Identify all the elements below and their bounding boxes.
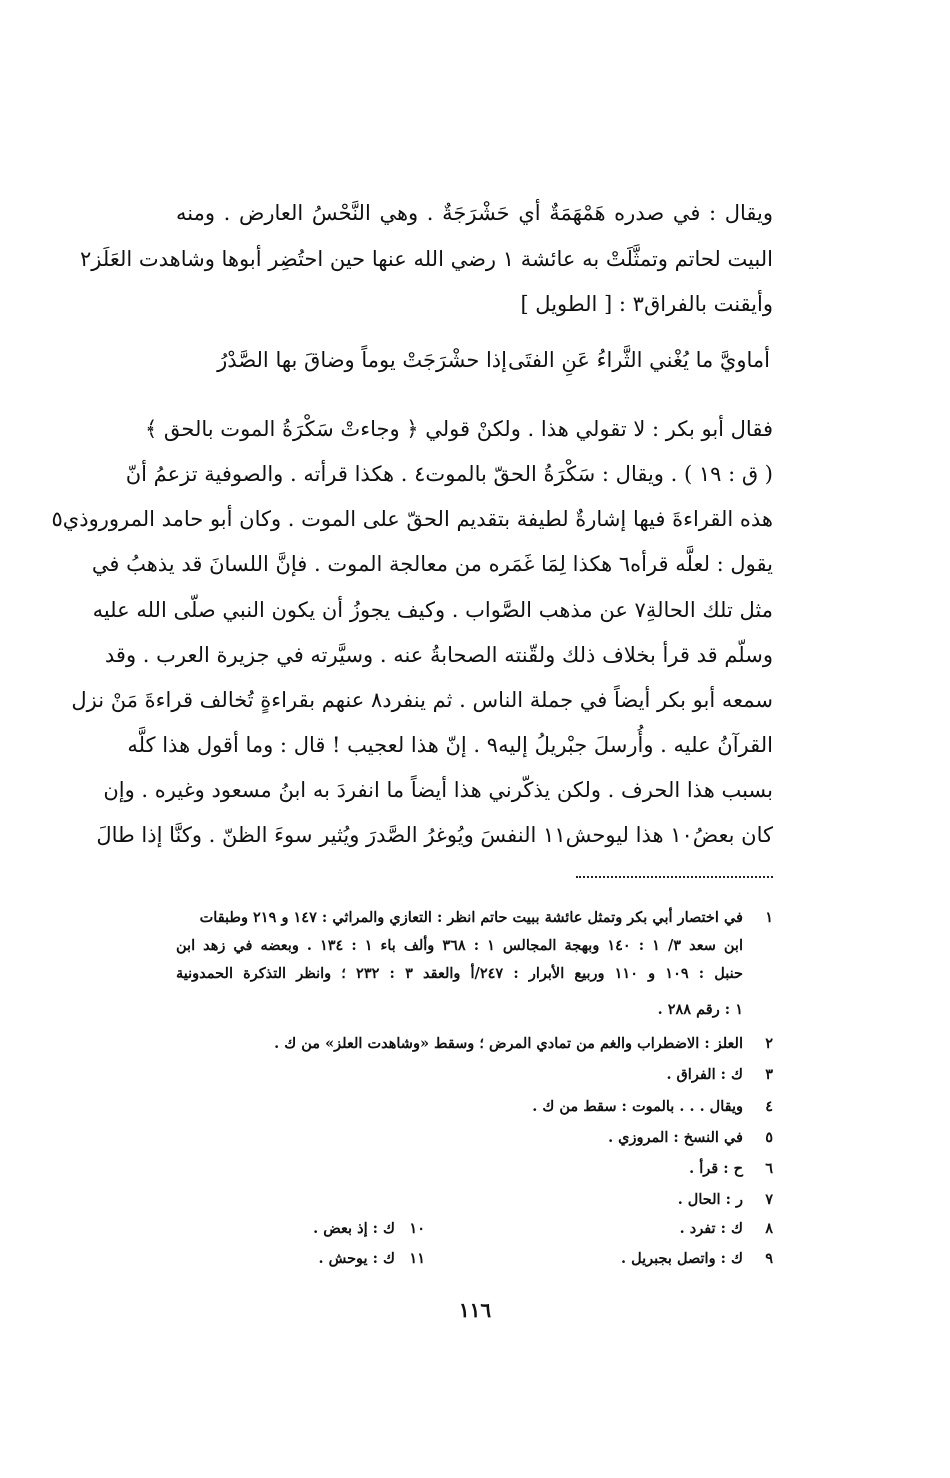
footnote [689, 1155, 773, 1183]
body-line: البيت لحاتم وتمثَّلَتْ به عائشة ١ رضي الله عنها حين احتُضِر أبوها وشاهدت العَلَز٢ [80, 247, 773, 271]
body-line: فقال أبو بكر : لا تقولي هذا . ولكنْ قولي ﴿ وجاءتْ سَكْرَةُ الموت بالحق ﴾ [144, 417, 773, 441]
body-line: وسلّم قد قرأ بخلاف ذلك ولقّنته الصحابةُ عنه . وسيَّرته في جزيرة العرب . وقد [104, 643, 773, 667]
footnote-continuation: ١ : رقم ٢٨٨ . [657, 1001, 743, 1018]
body-line: ( ق : ١٩ ) . ويقال : سَكْرَةُ الحقّ بالموت٤ . هكذا قرأته . والصوفية تزعمُ أنّ [125, 462, 773, 486]
footnote-number: ٨ [765, 1220, 773, 1237]
footnote [532, 1093, 773, 1121]
footnote-number: ٣ [765, 1066, 773, 1083]
footnote [621, 1245, 773, 1273]
footnote-number: ٢ [765, 1035, 773, 1052]
footnote [319, 1245, 425, 1273]
verse-first-hemistich: أماويَّ ما يُغْني الثَّراءُ عَنِ الفتَى [508, 348, 770, 372]
footnote-text: العلز : الاضطراب والغم من تمادي المرض ؛ وسقط «وشاهدت العلز» من ك . [274, 1035, 743, 1052]
footnote-text: ويقال . . . بالموت : سقط من ك . [532, 1098, 743, 1115]
footnote-text: ك : الفراق . [666, 1066, 743, 1083]
footnote-number: ١٠ [409, 1220, 425, 1237]
footnote-text: ك : واتصل بجبريل . [621, 1250, 743, 1267]
body-line: سمعه أبو بكر أيضاً في جملة الناس . ثم ينفرد٨ عنهم بقراءةٍ تُخالف قراءةَ مَنْ نزل [71, 688, 773, 712]
verse-second-hemistich: إذا حشْرَجَتْ يوماً وضاقَ بها الصَّدْرُ [217, 348, 507, 372]
body-line: وأيقنت بالفراق٣ : [ الطويل ] [520, 292, 773, 316]
page-number: ١١٦ [458, 1298, 492, 1322]
footnote-text: ر : الحال . [677, 1191, 743, 1208]
footnote-separator [576, 876, 773, 878]
footnote-continuation: حنبل : ١٠٩ و ١١٠ وربيع الأبرار : ٢٤٧/أ والعقد ٣ : ٢٣٢ ؛ وانظر التذكرة الحمدونية [176, 965, 743, 982]
footnote-continuation: ابن سعد ٣/ ١ : ١٤٠ وبهجة المجالس ١ : ٣٦٨ وألف باء ١ : ١٣٤ . وبعضه في زهد ابن [176, 937, 743, 954]
footnote [666, 1061, 773, 1089]
footnote-text: ح : قرأ . [689, 1160, 743, 1177]
footnote [608, 1124, 773, 1152]
footnote-text: ك : تفرد . [679, 1220, 743, 1237]
footnote-number: ٩ [765, 1250, 773, 1267]
body-line: ويقال : في صدره هَمْهَمَةٌ أي حَشْرَجَةٌ . وهي النَّحْسُ العارض . ومنه [176, 201, 773, 225]
footnote-text: في النسخ : المروزي . [608, 1129, 743, 1146]
footnote [313, 1215, 425, 1243]
footnote [678, 1186, 773, 1214]
footnote-number: ٦ [765, 1160, 773, 1177]
body-line: يقول : لعلَّه قرأه٦ هكذا لِمَا غَمَره من معالجة الموت . فإنَّ اللسانَ قد يذهبُ في [91, 552, 773, 576]
body-line: مثل تلك الحالةِ٧ عن مذهب الصَّواب . وكيف يجوزُ أن يكون النبي صلّى الله عليه [92, 598, 773, 622]
footnote-text: ك : يوحش . [318, 1250, 395, 1267]
body-line: هذه القراءةَ فيها إشارةٌ لطيفة بتقديم الحقّ على الموت . وكان أبو حامد المروروذي٥ [51, 507, 773, 531]
footnote-number: ٤ [765, 1098, 773, 1115]
body-line: كان بعضُ١٠ هذا ليوحش١١ النفسَ ويُوغرُ الصَّدرَ ويُثير سوءَ الظنّ . وكنَّا إذا طالَ [96, 823, 773, 847]
footnote-number: ٥ [765, 1129, 773, 1146]
footnote-number: ١ [765, 909, 773, 926]
footnote-number: ١١ [409, 1250, 425, 1267]
footnote [200, 904, 773, 932]
footnote-text: ك : إذ بعض . [313, 1220, 395, 1237]
footnote [680, 1215, 773, 1243]
footnote-text: في اختصار أبي بكر وتمثل عائشة ببيت حاتم انظر : التعازي والمراثي : ١٤٧ و ٢١٩ وطبقات [199, 909, 743, 926]
footnote [274, 1030, 773, 1058]
body-line: القرآنُ عليه . وأُرسلَ جبْريلُ إليه٩ . إنّ هذا لعجيب ! قال : وما أقول هذا كلَّه [127, 733, 773, 757]
footnote-number: ٧ [765, 1191, 773, 1208]
body-line: بسبب هذا الحرف . ولكن يذكّرني هذا أيضاً ما انفردَ به ابنُ مسعود وغيره . وإن [103, 778, 773, 802]
